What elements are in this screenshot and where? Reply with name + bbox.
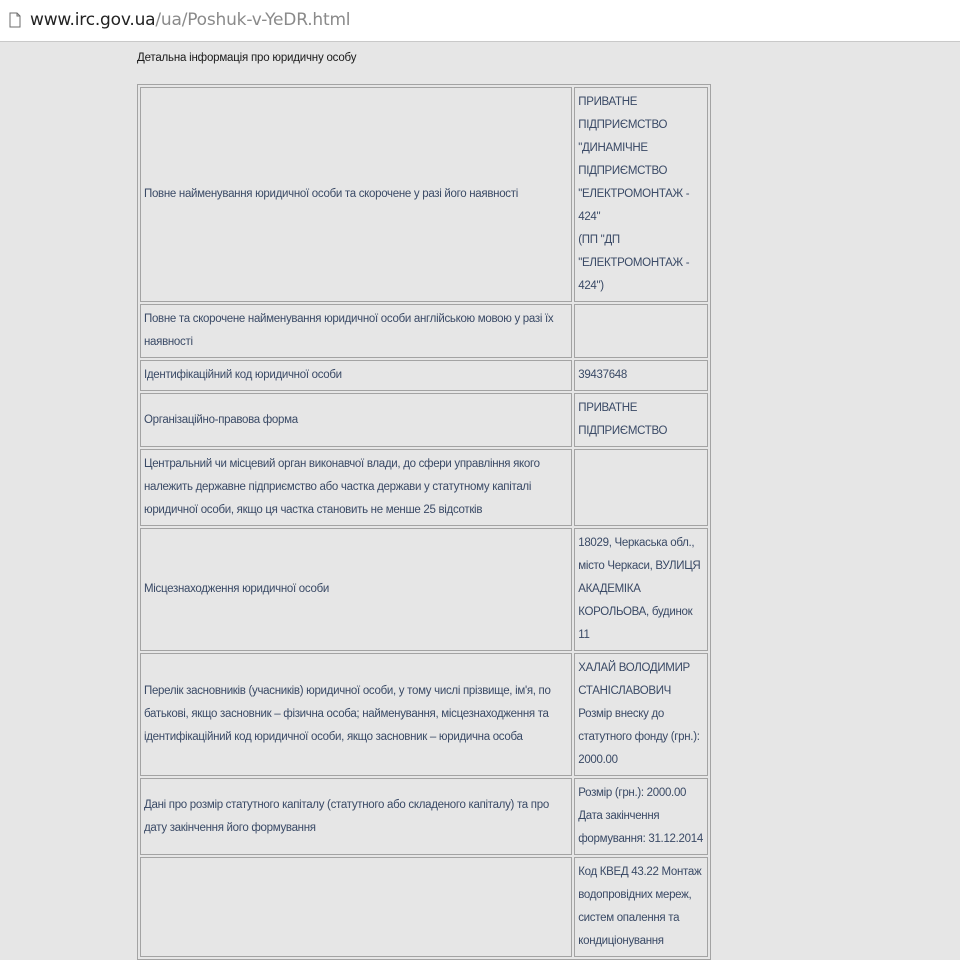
row-label: Ідентифікаційний код юридичної особи <box>140 360 572 391</box>
table-row <box>140 778 708 855</box>
row-value <box>574 449 708 526</box>
page-heading: Детальна інформація про юридичну особу <box>137 52 357 64</box>
row-value: Розмір (грн.): 2000.00 Дата закінчення формування: 31.12.2014 <box>574 778 708 855</box>
table-row <box>140 449 708 526</box>
table-row <box>140 393 708 447</box>
legal-entity-details-table <box>137 84 711 960</box>
row-value: ПРИВАТНЕ ПІДПРИЄМСТВО "ДИНАМІЧНЕ ПІДПРИЄМСТВО "ЕЛЕКТРОМОНТАЖ - 424" (ПП "ДП "ЕЛЕКТРОМОНТАЖ - 424") <box>574 87 708 302</box>
row-value: ПРИВАТНЕ ПІДПРИЄМСТВО <box>574 393 708 447</box>
row-label: Повне найменування юридичної особи та скорочене у разі його наявності <box>140 87 572 302</box>
row-value: 39437648 <box>574 360 708 391</box>
row-value: Код КВЕД 43.22 Монтаж водопровідних мереж, систем опалення та кондиціонування <box>574 857 708 957</box>
row-label: Центральний чи місцевий орган виконавчої влади, до сфери управління якого належить державне підприємство або частка держави у статутному капіталі юридичної особи, якщо ця частка становить не менше 25 відсотків <box>140 449 572 526</box>
row-label: Повне та скорочене найменування юридичної особи англійською мовою у разі їх наявності <box>140 304 572 358</box>
row-label: Організаційно-правова форма <box>140 393 572 447</box>
row-value: 18029, Черкаська обл., місто Черкаси, ВУЛИЦЯ АКАДЕМІКА КОРОЛЬОВА, будинок 11 <box>574 528 708 651</box>
row-label: Місцезнаходження юридичної особи <box>140 528 572 651</box>
table-row <box>140 653 708 776</box>
row-label <box>140 857 572 957</box>
browser-address-bar[interactable] <box>0 0 960 42</box>
page-icon <box>9 12 21 28</box>
url-text[interactable] <box>30 9 350 31</box>
row-value <box>574 304 708 358</box>
url-path: /ua/Poshuk-v-YeDR.html <box>155 10 351 30</box>
table-row <box>140 857 708 957</box>
table-row <box>140 360 708 391</box>
row-label: Дані про розмір статутного капіталу (статутного або складеного капіталу) та про дату закінчення його формування <box>140 778 572 855</box>
table-row <box>140 87 708 302</box>
table-row <box>140 304 708 358</box>
url-domain: www.irc.gov.ua <box>30 10 156 30</box>
row-value: ХАЛАЙ ВОЛОДИМИР СТАНІСЛАВОВИЧ Розмір внеску до статутного фонду (грн.): 2000.00 <box>574 653 708 776</box>
row-label: Перелік засновників (учасників) юридичної особи, у тому числі прізвище, ім'я, по батькові, якщо засновник – фізична особа; найменування, місцезнаходження та ідентифікаційний код юридичної особи, якщо засновник – юридична особа <box>140 653 572 776</box>
table-row <box>140 528 708 651</box>
